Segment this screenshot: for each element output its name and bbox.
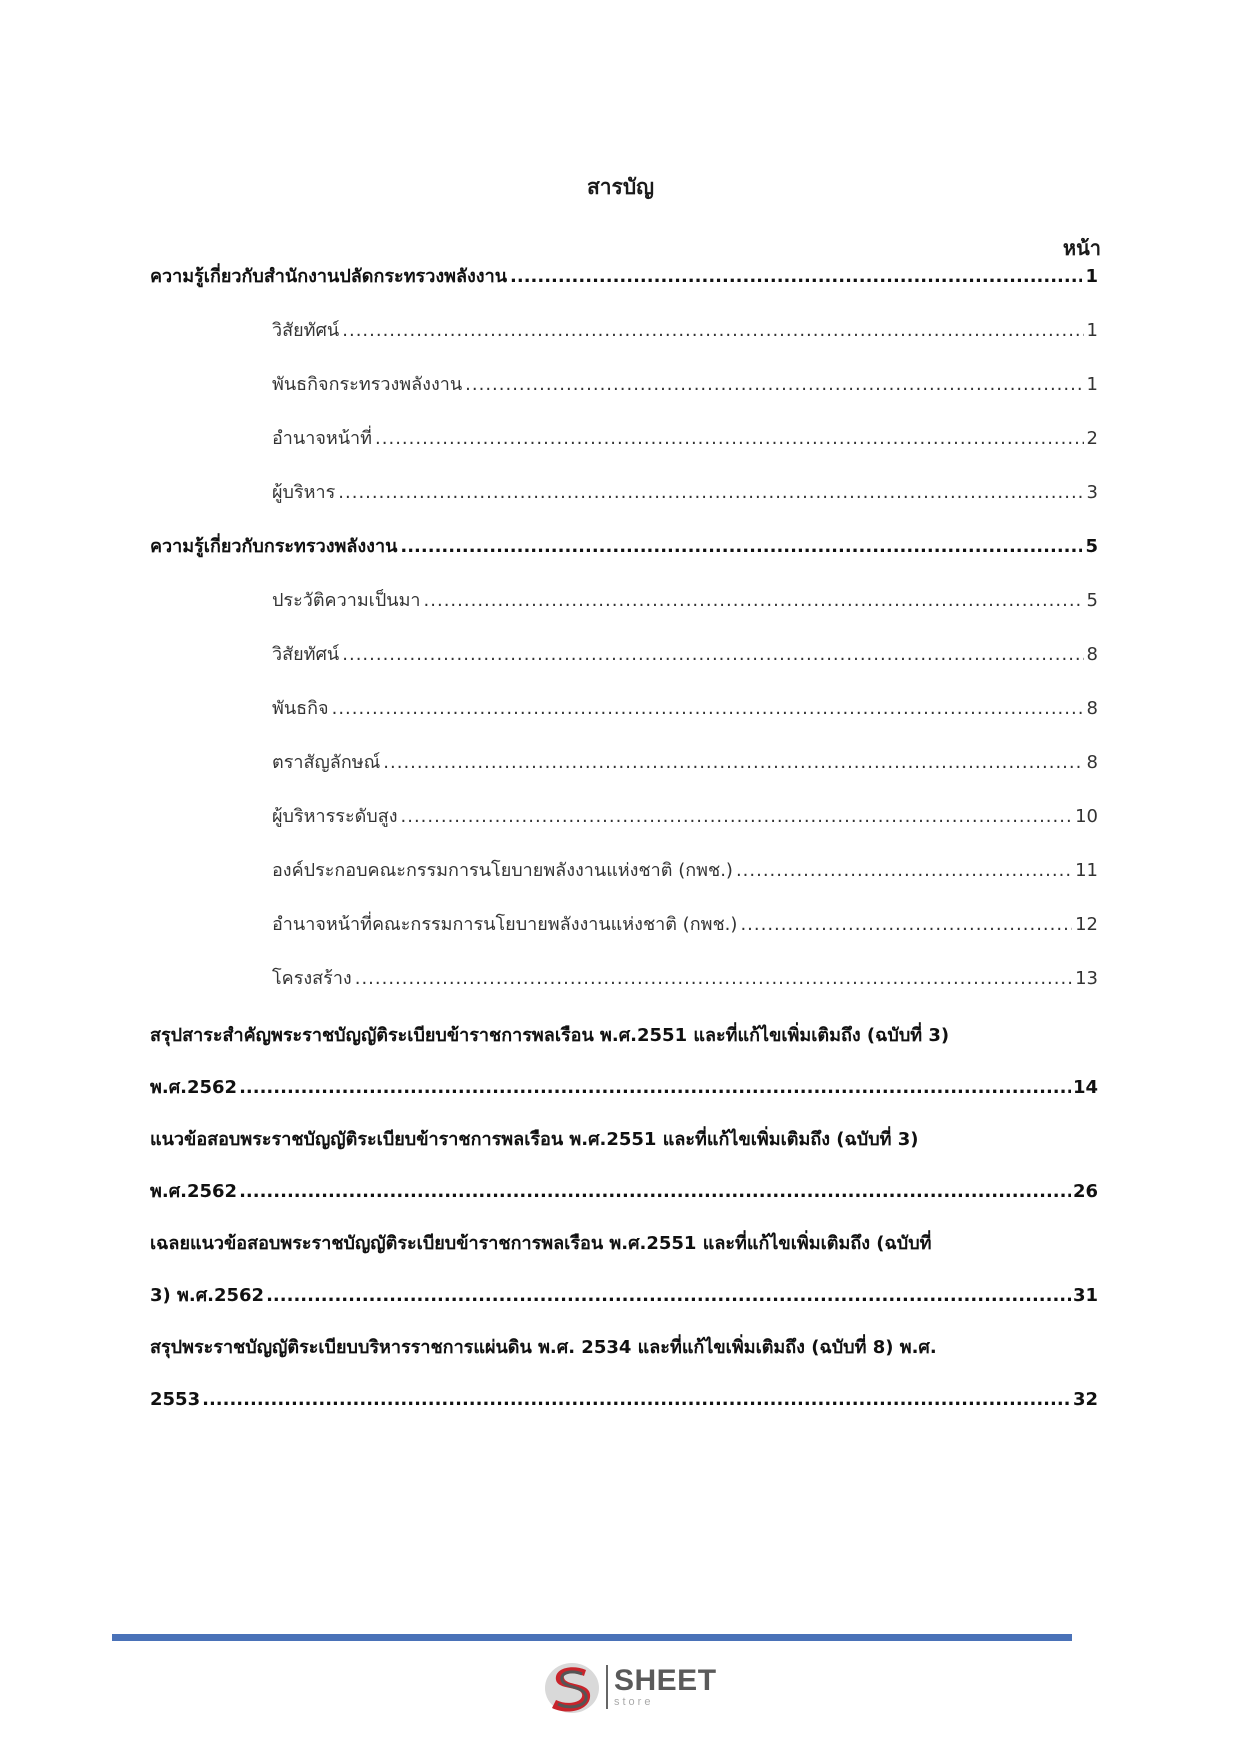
logo-separator	[606, 1665, 608, 1709]
toc-entry-page: 14	[1072, 1077, 1098, 1098]
toc-entry[interactable]	[150, 262, 1098, 292]
toc-entry-page: 5	[1085, 536, 1098, 557]
page-column-label: หน้า	[1062, 236, 1101, 260]
toc-leader-dots	[332, 694, 1084, 724]
toc-leader-dots	[736, 856, 1072, 886]
toc-entry-title-line1: สรุปพระราชบัญญัติระเบียบบริหารราชการแผ่นดิน พ.ศ. 2534 และที่แก้ไขเพิ่มเติมถึง (ฉบับที่ 8) พ.ศ.	[150, 1337, 937, 1358]
toc-entry[interactable]	[272, 748, 1098, 778]
toc-entry-page: 12	[1075, 914, 1098, 935]
toc-leader-dots	[424, 586, 1084, 616]
toc-entry[interactable]	[150, 532, 1098, 562]
toc-entry-title: พันธกิจ	[272, 698, 329, 719]
toc-leader-dots	[400, 532, 1082, 562]
toc-entry-title: ความรู้เกี่ยวกับสำนักงานปลัดกระทรวงพลังงาน	[150, 266, 508, 287]
sheet-store-logo	[542, 1658, 717, 1716]
toc-leader-dots	[510, 262, 1082, 292]
toc-leader-dots	[740, 910, 1072, 940]
toc-leader-dots	[342, 640, 1083, 670]
toc-entry-title: วิสัยทัศน์	[272, 320, 340, 341]
toc-entry-title: ความรู้เกี่ยวกับกระทรวงพลังงาน	[150, 536, 398, 557]
footer-divider	[112, 1634, 1072, 1641]
toc-leader-dots	[266, 1270, 1071, 1322]
toc-entry[interactable]	[272, 910, 1098, 940]
toc-entry[interactable]	[272, 478, 1098, 508]
toc-leader-dots	[342, 316, 1083, 346]
toc-entry-title-line2: 2553	[150, 1389, 201, 1410]
toc-entry-title: วิสัยทัศน์	[272, 644, 340, 665]
toc-leader-dots	[239, 1062, 1071, 1114]
toc-entry-page: 2	[1086, 428, 1098, 449]
toc-entry[interactable]	[272, 316, 1098, 346]
toc-entry[interactable]	[272, 856, 1098, 886]
toc-leader-dots	[239, 1166, 1071, 1218]
toc-leader-dots	[338, 478, 1083, 508]
toc-entry-long[interactable]	[150, 1218, 1098, 1322]
toc-entry[interactable]	[272, 802, 1098, 832]
toc-entry-title: อำนาจหน้าที่	[272, 428, 373, 449]
toc-entry[interactable]	[272, 694, 1098, 724]
toc-entry-title: องค์ประกอบคณะกรรมการนโยบายพลังงานแห่งชาติ (กพช.)	[272, 860, 733, 881]
toc-entry[interactable]	[272, 586, 1098, 616]
toc-entry-page: 3	[1086, 482, 1098, 503]
toc-entry[interactable]	[272, 370, 1098, 400]
toc-leader-dots	[355, 964, 1072, 994]
toc-entry-page: 5	[1086, 590, 1098, 611]
toc-entry-title: อำนาจหน้าที่คณะกรรมการนโยบายพลังงานแห่งชาติ (กพช.)	[272, 914, 738, 935]
toc-entry-page: 8	[1086, 752, 1098, 773]
logo-main-text: SHEET	[614, 1664, 717, 1697]
toc-entry-title-line2: พ.ศ.2562	[150, 1077, 238, 1098]
toc-entry-page: 1	[1086, 320, 1098, 341]
toc-entry-title-line2: 3) พ.ศ.2562	[150, 1285, 265, 1306]
toc-entry-title: โครงสร้าง	[272, 968, 352, 989]
toc-leader-dots	[375, 424, 1084, 454]
toc-entry-page: 1	[1086, 374, 1098, 395]
page-title: สารบัญ	[586, 175, 655, 199]
toc-entry-title: ผู้บริหารระดับสูง	[272, 806, 398, 827]
toc-leader-dots	[383, 748, 1083, 778]
toc-entry-title-line2: พ.ศ.2562	[150, 1181, 238, 1202]
toc-entry[interactable]	[272, 424, 1098, 454]
toc-entry-title-line1: สรุปสาระสำคัญพระราชบัญญัติระเบียบข้าราชการพลเรือน พ.ศ.2551 และที่แก้ไขเพิ่มเติมถึง (ฉบับที่ 3)	[150, 1025, 950, 1046]
toc-entry-page: 32	[1072, 1389, 1098, 1410]
toc-entry-page: 13	[1075, 968, 1098, 989]
logo-sub-text: store	[614, 1696, 654, 1708]
toc-leader-dots	[465, 370, 1083, 400]
toc-entry-page: 1	[1085, 266, 1098, 287]
toc-entry-page: 11	[1075, 860, 1098, 881]
toc-leader-dots	[401, 802, 1073, 832]
toc-entry-title: ตราสัญลักษณ์	[272, 752, 381, 773]
toc-entry-page: 26	[1072, 1181, 1098, 1202]
toc-entry-title-line1: เฉลยแนวข้อสอบพระราชบัญญัติระเบียบข้าราชการพลเรือน พ.ศ.2551 และที่แก้ไขเพิ่มเติมถึง (ฉบับที่	[150, 1233, 932, 1254]
toc-entry-long[interactable]	[150, 1114, 1098, 1218]
toc-entry-page: 10	[1075, 806, 1098, 827]
logo-wordmark	[614, 1666, 717, 1708]
toc-leader-dots	[202, 1374, 1071, 1426]
toc-entry[interactable]	[272, 964, 1098, 994]
toc-entry-title: ผู้บริหาร	[272, 482, 336, 503]
toc-entry-page: 31	[1072, 1285, 1098, 1306]
toc-entry-title: ประวัติความเป็นมา	[272, 590, 421, 611]
toc-entry-page: 8	[1086, 698, 1098, 719]
toc-entry-long[interactable]	[150, 1322, 1098, 1426]
toc-entry[interactable]	[272, 640, 1098, 670]
toc-entry-long[interactable]	[150, 1010, 1098, 1114]
sheet-logo-icon	[542, 1658, 602, 1716]
toc-entry-title: พันธกิจกระทรวงพลังงาน	[272, 374, 463, 395]
toc-entry-page: 8	[1086, 644, 1098, 665]
toc-entry-title-line1: แนวข้อสอบพระราชบัญญัติระเบียบข้าราชการพลเรือน พ.ศ.2551 และที่แก้ไขเพิ่มเติมถึง (ฉบับที่ 3)	[150, 1129, 919, 1150]
